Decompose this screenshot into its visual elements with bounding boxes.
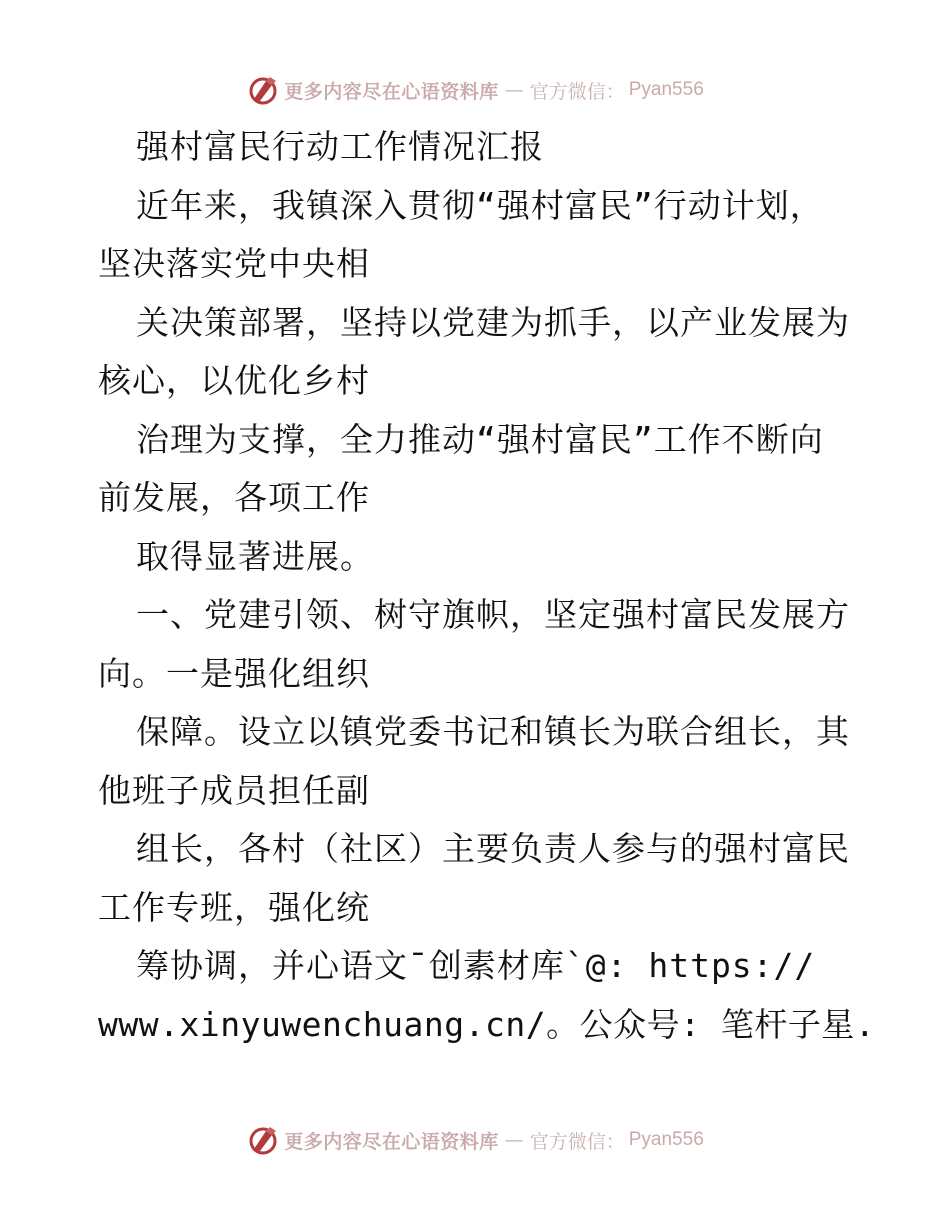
- watermark-wechat-label: 官方微信：: [529, 1130, 625, 1153]
- paragraph-line: 组长，各村（社区）主要负责人参与的强村富民: [136, 829, 850, 868]
- watermark-handle: Pyan556: [628, 79, 704, 100]
- paragraph-line: 取得显著进展。: [136, 536, 374, 576]
- paragraph-line: 坚决落实党中央相: [98, 244, 370, 283]
- document-title: 强村富民行动工作情况汇报: [136, 127, 544, 166]
- pen-nib-logo-icon: [246, 1123, 280, 1157]
- watermark-site-text: 更多内容尽在心语资料库: [284, 1130, 499, 1153]
- watermark-handle: Pyan556: [628, 1129, 704, 1150]
- watermark-separator: —: [504, 1129, 524, 1151]
- paragraph-line: 治理为支撑，全力推动“强村富民”工作不断向: [136, 419, 824, 459]
- document-body: [98, 118, 876, 1054]
- paragraph-line: 核心，以优化乡村: [98, 361, 370, 400]
- paragraph-line: 近年来，我镇深入贯彻“强村富民”行动计划，: [136, 185, 824, 225]
- pen-nib-logo-icon: [246, 73, 280, 107]
- paragraph-line: 他班子成员担任副: [98, 770, 370, 810]
- footer-watermark: [0, 1120, 950, 1160]
- paragraph-line: 工作专班，强化统: [98, 887, 370, 927]
- url-line: www.xinyuwenchuang.cn/。公众号: 笔杆子星.: [98, 1004, 876, 1044]
- paragraph-line: 保障。设立以镇党委书记和镇长为联合组长，其: [136, 712, 850, 751]
- paragraph-line: 筹协调，并心语文¯创素材库`@: https://: [136, 946, 816, 985]
- paragraph-line: 前发展，各项工作: [98, 478, 370, 517]
- watermark-group: [246, 73, 704, 107]
- paragraph-line: 向。一是强化组织: [98, 653, 370, 693]
- paragraph-line: 关决策部署，坚持以党建为抓手，以产业发展为: [136, 302, 850, 342]
- watermark-separator: —: [504, 79, 524, 101]
- header-watermark: [0, 70, 950, 110]
- watermark-wechat-label: 官方微信：: [529, 80, 625, 103]
- section-heading-line: 一、党建引领、树守旗帜，坚定强村富民发展方: [136, 595, 850, 634]
- watermark-site-text: 更多内容尽在心语资料库: [284, 80, 499, 103]
- watermark-group: [246, 1123, 704, 1157]
